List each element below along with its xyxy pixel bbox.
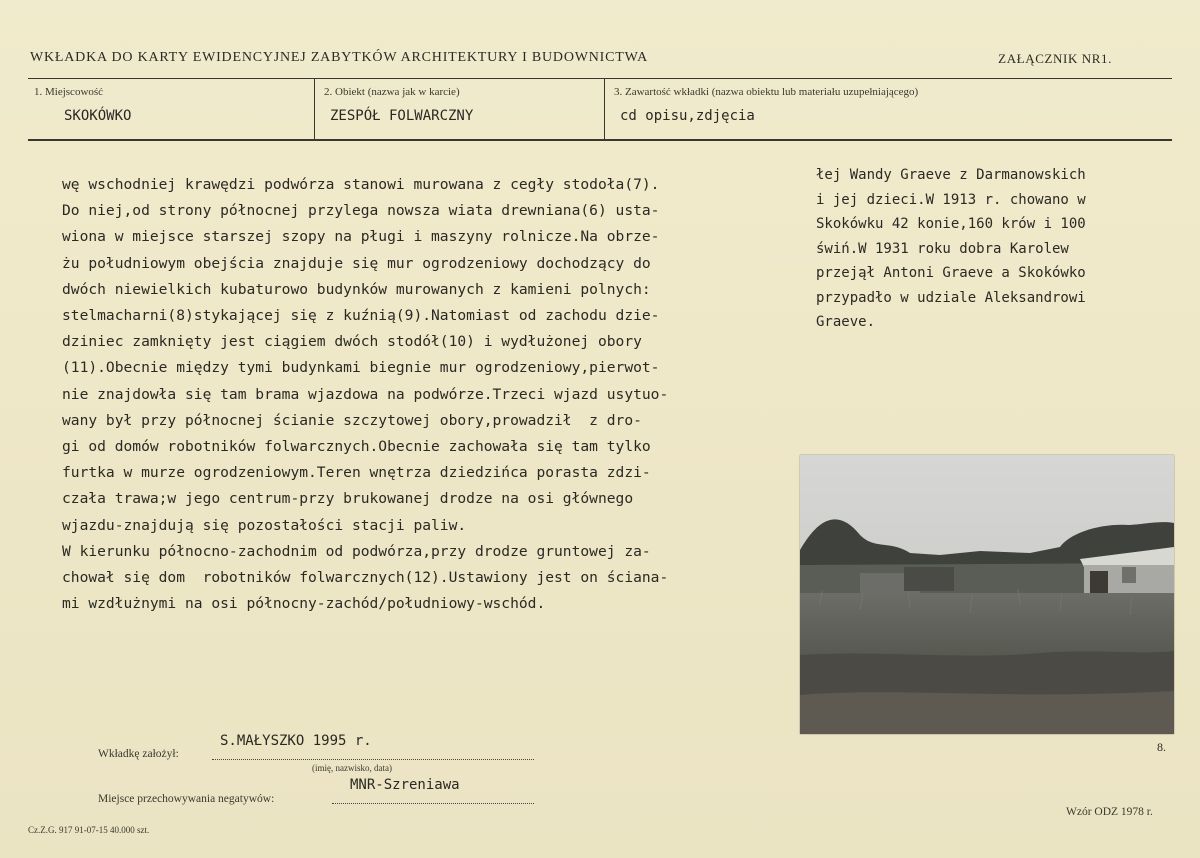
text-line: przypadło w udziale Aleksandrowi <box>816 289 1086 306</box>
farmstead-photo <box>800 455 1174 734</box>
document-title: WKŁADKA DO KARTY EWIDENCYJNEJ ZABYTKÓW ARCHITEKTURY I BUDOWNICTWA <box>30 50 648 65</box>
text-line: i jej dzieci.W 1913 r. chowano w <box>816 191 1086 208</box>
field-value-locality: SKOKÓWKO <box>64 108 132 124</box>
form-model: Wzór ODZ 1978 r. <box>1066 806 1153 818</box>
field-value-content: cd opisu,zdjęcia <box>620 108 755 124</box>
fields-bottom-rule <box>28 139 1172 141</box>
established-value: S.MAŁYSZKO 1995 r. <box>220 733 372 749</box>
print-info: Cz.Z.G. 917 91-07-15 40.000 szt. <box>28 825 150 835</box>
text-line: furtka w murze ogrodzeniowym.Teren wnętrza dziedzińca porasta zdzi- <box>62 464 651 482</box>
text-line: W kierunku północno-zachodnim od podwórza,przy drodze gruntowej za- <box>62 542 651 560</box>
text-line: czała trawa;w jego centrum-przy brukowanej drodze na osi głównego <box>62 490 634 508</box>
photo-image <box>800 455 1174 734</box>
text-line: Do niej,od strony północnej przylega nowsza wiata drewniana(6) usta- <box>62 202 660 220</box>
field-label-locality: 1. Miejscowość <box>34 86 104 98</box>
top-rule <box>28 78 1172 79</box>
established-line <box>212 759 534 760</box>
text-line: łej Wandy Graeve z Darmanowskich <box>816 167 1086 183</box>
text-line: stelmacharni(8)stykającej się z kuźnią(9).Natomiast od zachodu dzie- <box>62 307 660 325</box>
text-line: gi od domów robotników folwarcznych.Obecnie zachowała się tam tylko <box>62 438 651 456</box>
field-divider-2 <box>604 78 605 140</box>
text-line: przejął Antoni Graeve a Skokówko <box>816 265 1086 281</box>
annex-number: ZAŁĄCZNIK NR1. <box>998 51 1112 66</box>
text-line: świń.W 1931 roku dobra Karolew <box>816 240 1069 257</box>
text-line: Graeve. <box>816 314 876 330</box>
storage-line <box>332 803 534 804</box>
text-line: wę wschodniej krawędzi podwórza stanowi murowana z cegły stodoła(7). <box>62 176 660 193</box>
storage-label: Miejsce przechowywania negatywów: <box>98 793 275 805</box>
text-line: wany był przy północnej ścianie szczytowej obory,prowadził z dro- <box>62 411 642 429</box>
text-line: dziniec zamknięty jest ciągiem dwóch stodół(10) i wydłużonej obory <box>62 333 642 351</box>
field-divider-1 <box>314 78 315 140</box>
field-label-content: 3. Zawartość wkładki (nazwa obiektu lub materiału uzupełniającego) <box>614 86 919 98</box>
photo-number: 8. <box>1157 740 1166 754</box>
text-line: wjazdu-znajdują się pozostałości stacji paliw. <box>62 516 467 534</box>
text-line: (11).Obecnie między tymi budynkami biegnie mur ogrodzeniowy,pierwot- <box>62 359 660 377</box>
text-line: chował się dom robotników folwarcznych(12).Ustawiony jest on ściana- <box>62 569 669 587</box>
established-label: Wkładkę założył: <box>98 748 179 760</box>
side-text <box>816 163 1106 335</box>
field-value-object: ZESPÓŁ FOLWARCZNY <box>330 108 474 124</box>
storage-value: MNR-Szreniawa <box>350 777 460 793</box>
text-line: dwóch niewielkich kubaturowo budynków murowanych z kamieni polnych: <box>62 280 651 298</box>
established-hint: (imię, nazwisko, data) <box>312 763 392 773</box>
text-line: wiona w miejsce starszej szopy na pługi i maszyny rolnicze.Na obrze- <box>62 228 660 246</box>
text-line: Skokówku 42 konie,160 krów i 100 <box>816 216 1086 232</box>
description-text <box>62 172 782 617</box>
field-label-object: 2. Obiekt (nazwa jak w karcie) <box>324 86 460 98</box>
text-line: żu południowym obejścia znajduje się mur ogrodzeniowy dochodzący do <box>62 254 651 272</box>
text-line: nie znajdowła się tam brama wjazdowa na podwórze.Trzeci wjazd usytuo- <box>62 385 669 403</box>
text-line: mi wzdłużnymi na osi północny-zachód/południowy-wschód. <box>62 595 546 613</box>
